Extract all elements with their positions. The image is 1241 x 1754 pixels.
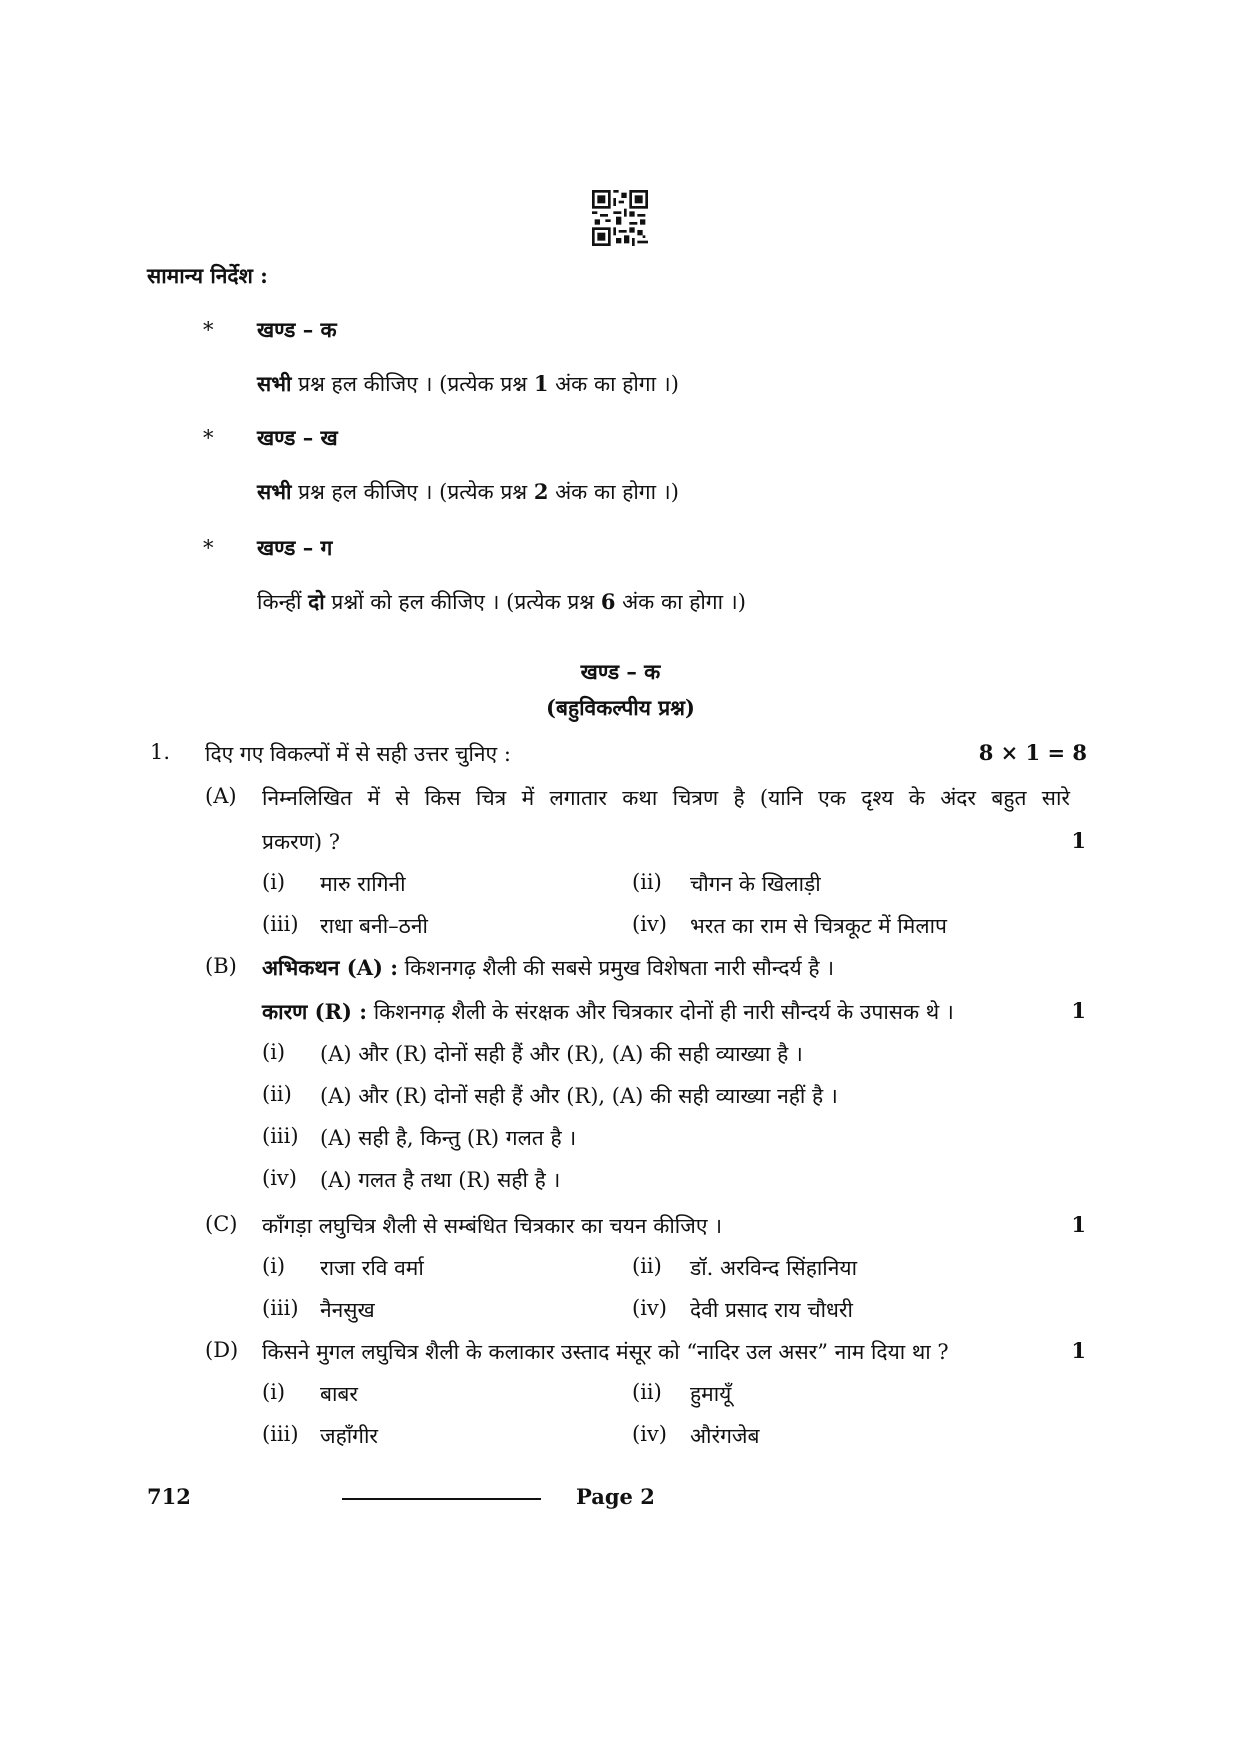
section-title: खण्ड – क [580,659,661,684]
option-text: (A) सही है, किन्तु (R) गलत है । [320,1126,577,1150]
subquestion-text: प्रकरण) ? [262,830,340,854]
option-label: (ii) [262,1082,292,1106]
option-label: (iv) [632,912,667,936]
option-label: (iv) [262,1166,297,1190]
option-text: बाबर [320,1382,359,1406]
instruction-text: किन्हीं दो प्रश्नों को हल कीजिए । (प्रत्येक प्रश्न 6 अंक का होगा ।) [257,589,746,614]
option-text: राधा बनी–ठनी [320,914,428,938]
option-label: (i) [262,1380,286,1404]
option-label: (ii) [632,1254,662,1278]
option-text: भरत का राम से चित्रकूट में मिलाप [690,914,947,938]
option-label: (iii) [262,1296,299,1320]
paper-code: 712 [147,1484,191,1509]
option-label: (ii) [632,870,662,894]
reason: कारण (R) : किशनगढ़ शैली के संरक्षक और चित्रकार दोनों ही नारी सौन्दर्य के उपासक थे । [262,999,954,1024]
subquestion-label: (C) [205,1212,238,1236]
option-label: (iii) [262,1124,299,1148]
bullet: * [203,426,214,450]
instruction-section-heading: खण्ड – क [257,317,337,342]
option-label: (iii) [262,912,299,936]
subquestion-label: (B) [205,954,237,978]
instruction-text: सभी प्रश्न हल कीजिए । (प्रत्येक प्रश्न 1 अंक का होगा ।) [257,371,679,396]
option-text: चौगन के खिलाड़ी [690,872,821,896]
subquestion-text: काँगड़ा लघुचित्र शैली से सम्बंधित चित्रकार का चयन कीजिए । [262,1214,723,1238]
option-text: (A) गलत है तथा (R) सही है । [320,1168,561,1192]
page-number: Page 2 [576,1484,655,1509]
option-label: (i) [262,870,286,894]
option-label: (iv) [632,1296,667,1320]
option-text: औरंगजेब [690,1424,760,1448]
assertion: अभिकथन (A) : किशनगढ़ शैली की सबसे प्रमुख विशेषता नारी सौन्दर्य है । [262,955,835,980]
section-subtitle: (बहुविकल्पीय प्रश्न) [546,695,695,720]
subquestion-marks: 1 [1071,1338,1086,1363]
option-text: हुमायूँ [690,1382,732,1406]
option-label: (ii) [632,1380,662,1404]
question-marks: 8 × 1 = 8 [978,740,1087,765]
qr-code-icon [592,190,648,246]
option-text: जहाँगीर [320,1424,379,1448]
subquestion-text: किसने मुगल लघुचित्र शैली के कलाकार उस्ताद मंसूर को “नादिर उल असर” नाम दिया था ? [262,1340,949,1364]
bullet: * [203,536,214,560]
option-text: राजा रवि वर्मा [320,1256,424,1280]
subquestion-label: (D) [205,1338,239,1362]
option-label: (i) [262,1254,286,1278]
subquestion-text: निम्नलिखित में से किस चित्र में लगातार कथा चित्रण है (यानि एक दृश्य के अंदर बहुत सारे [262,786,1070,810]
option-text: डॉ. अरविन्द सिंहानिया [690,1256,858,1280]
instruction-text: सभी प्रश्न हल कीजिए । (प्रत्येक प्रश्न 2 अंक का होगा ।) [257,479,679,504]
instruction-section-heading: खण्ड – ख [257,425,338,450]
question-number: 1. [150,740,171,764]
instruction-section-heading: खण्ड – ग [257,535,333,560]
option-text: नैनसुख [320,1298,375,1322]
option-text: (A) और (R) दोनों सही हैं और (R), (A) की सही व्याख्या है । [320,1042,803,1066]
footer-divider [342,1498,541,1500]
instructions-title: सामान्य निर्देश : [147,263,268,288]
option-text: (A) और (R) दोनों सही हैं और (R), (A) की सही व्याख्या नहीं है । [320,1084,838,1108]
option-label: (iv) [632,1422,667,1446]
question-text: दिए गए विकल्पों में से सही उत्तर चुनिए : [205,742,511,766]
bullet: * [203,318,214,342]
subquestion-marks: 1 [1071,828,1086,853]
subquestion-marks: 1 [1071,1212,1086,1237]
option-text: देवी प्रसाद राय चौधरी [690,1298,853,1322]
subquestion-label: (A) [205,784,237,808]
subquestion-marks: 1 [1071,998,1086,1023]
option-label: (iii) [262,1422,299,1446]
option-label: (i) [262,1040,286,1064]
option-text: मारु रागिनी [320,872,406,896]
